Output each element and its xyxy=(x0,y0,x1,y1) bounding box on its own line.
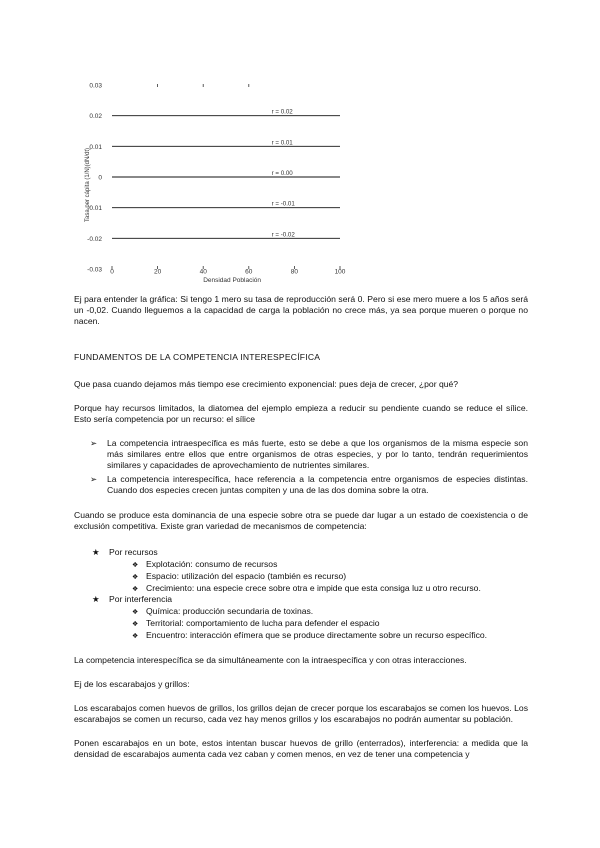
y-tick-label: -0.03 xyxy=(87,266,102,274)
dominance-paragraph: Cuando se produce esta dominancia de una especie sobre otra se puede dar lugar a un estado de coexistencia o de exclusión competitiva. Existe gran variedad de mecanismos de competencia: xyxy=(74,510,528,532)
star-item-label: Por interferencia xyxy=(109,594,173,604)
star-item-resources xyxy=(92,547,158,558)
series-label: r = 0.02 xyxy=(271,108,293,116)
y-tick-label: -0.01 xyxy=(87,205,102,213)
star-bullet-icon: ★ xyxy=(92,547,100,557)
y-axis-label: Tasa per cápita (1/N)(dN/dt) xyxy=(85,147,91,223)
chart-canvas xyxy=(72,74,372,289)
y-tick-label: 0.02 xyxy=(89,113,102,121)
growth-rate-chart xyxy=(72,74,372,289)
series-label: r = 0.00 xyxy=(271,170,293,177)
star-item-label: Por recursos xyxy=(109,547,158,557)
simultaneous-paragraph: La competencia interespecífica se da simultáneamente con la intraespecífica y con otras interacciones. xyxy=(74,655,467,665)
diamond-bullet-icon: ❖ xyxy=(132,633,139,640)
example-paragraph: Ej para entender la gráfica: Si tengo 1 mero su tasa de reproducción será 0. Pero si ese mero muere a los 5 años será un -0,02. Cuando lleguemos a la capacidad de carga la población no crece más, ya sea porque mueren o porque no nacen. xyxy=(74,294,528,327)
sub-item-crecimiento xyxy=(132,583,481,595)
sub-item-label: Espacio: utilización del espacio (también es recurso) xyxy=(146,571,347,581)
bullet-interspecific xyxy=(90,474,528,496)
question-paragraph: Que pasa cuando dejamos más tiempo ese crecimiento exponencial: pues deja de crecer, ¿por qué? xyxy=(74,379,459,389)
star-item-interference xyxy=(92,594,172,605)
diamond-bullet-icon: ❖ xyxy=(132,586,139,593)
bullet-intraspecific xyxy=(90,438,528,472)
y-tick-label: -0.02 xyxy=(87,235,102,243)
resources-paragraph: Porque hay recursos limitados, la diatomea del ejemplo empieza a reducir su pendiente cuando se reduce el sílice. Esto sería competencia por un recurso: el sílice xyxy=(74,403,528,425)
diamond-bullet-icon: ❖ xyxy=(132,574,139,581)
sub-item-espacio xyxy=(132,571,346,583)
sub-item-label: Explotación: consumo de recursos xyxy=(146,559,278,569)
sub-item-explotacion xyxy=(132,559,277,571)
sub-item-label: Encuentro: interacción efímera que se produce directamente sobre un recurso específico. xyxy=(146,630,488,640)
section-heading: FUNDAMENTOS DE LA COMPETENCIA INTERESPECÍFICA xyxy=(74,352,321,362)
sub-item-quimica xyxy=(132,606,313,618)
bullet-text: La competencia intraespecífica es más fuerte, esto se debe a que los organismos de la misma especie son más similares entre ellos que entre organismos de otras especies, y por lo tanto, tendrán requerimientos similares y capacidades de aprovechamiento de nutrientes similares. xyxy=(107,438,528,471)
x-axis-label: Densidad Población xyxy=(203,277,262,284)
bullet-text: La competencia interespecífica, hace referencia a la competencia entre organismos de especies distintas. Cuando dos especies crecen juntas compiten y una de las dos domina sobre la otra. xyxy=(107,474,528,496)
x-tick-label: 40 xyxy=(199,268,207,276)
beetles-paragraph-2: Ponen escarabajos en un bote, estos intentan buscar huevos de grillo (enterrados), interferencia: a medida que la densidad de escarabajos aumenta cada vez caban y comen menos, en vez de tener una competencia y xyxy=(74,738,528,760)
arrow-bullet-icon: ➢ xyxy=(90,474,98,484)
y-tick-label: 0.01 xyxy=(89,143,102,151)
series-label: r = 0.01 xyxy=(271,139,293,147)
diamond-bullet-icon: ❖ xyxy=(132,562,139,569)
sub-item-label: Química: producción secundaria de toxinas. xyxy=(146,606,314,616)
series-label: r = -0.02 xyxy=(271,231,295,239)
x-tick-label: 100 xyxy=(334,268,346,276)
diamond-bullet-icon: ❖ xyxy=(132,621,139,628)
series-label: r = -0.01 xyxy=(271,200,295,208)
sub-item-territorial xyxy=(132,618,380,630)
beetles-title: Ej de los escarabajos y grillos: xyxy=(74,679,190,689)
x-tick-label: 60 xyxy=(245,268,253,276)
x-tick-label: 80 xyxy=(290,268,299,276)
arrow-bullet-icon: ➢ xyxy=(90,438,98,448)
sub-item-encuentro xyxy=(132,630,487,642)
x-tick-label: 20 xyxy=(153,268,162,276)
y-tick-label: 0.03 xyxy=(89,82,102,90)
diamond-bullet-icon: ❖ xyxy=(132,609,139,616)
star-bullet-icon: ★ xyxy=(92,594,100,604)
beetles-paragraph-1: Los escarabajos comen huevos de grillos, los grillos dejan de crecer porque los escarabajos se comen los huevos. Los escarabajos se comen un recurso, cada vez hay menos grillos y los escarabajos no podrán aumentar su población. xyxy=(74,703,528,725)
x-tick-label: 0 xyxy=(110,268,114,276)
sub-item-label: Territorial: comportamiento de lucha para defender el espacio xyxy=(146,618,380,628)
sub-item-label: Crecimiento: una especie crece sobre otra e impide que esta consiga luz u otro recurso. xyxy=(146,583,481,593)
y-tick-label: 0 xyxy=(98,174,102,182)
